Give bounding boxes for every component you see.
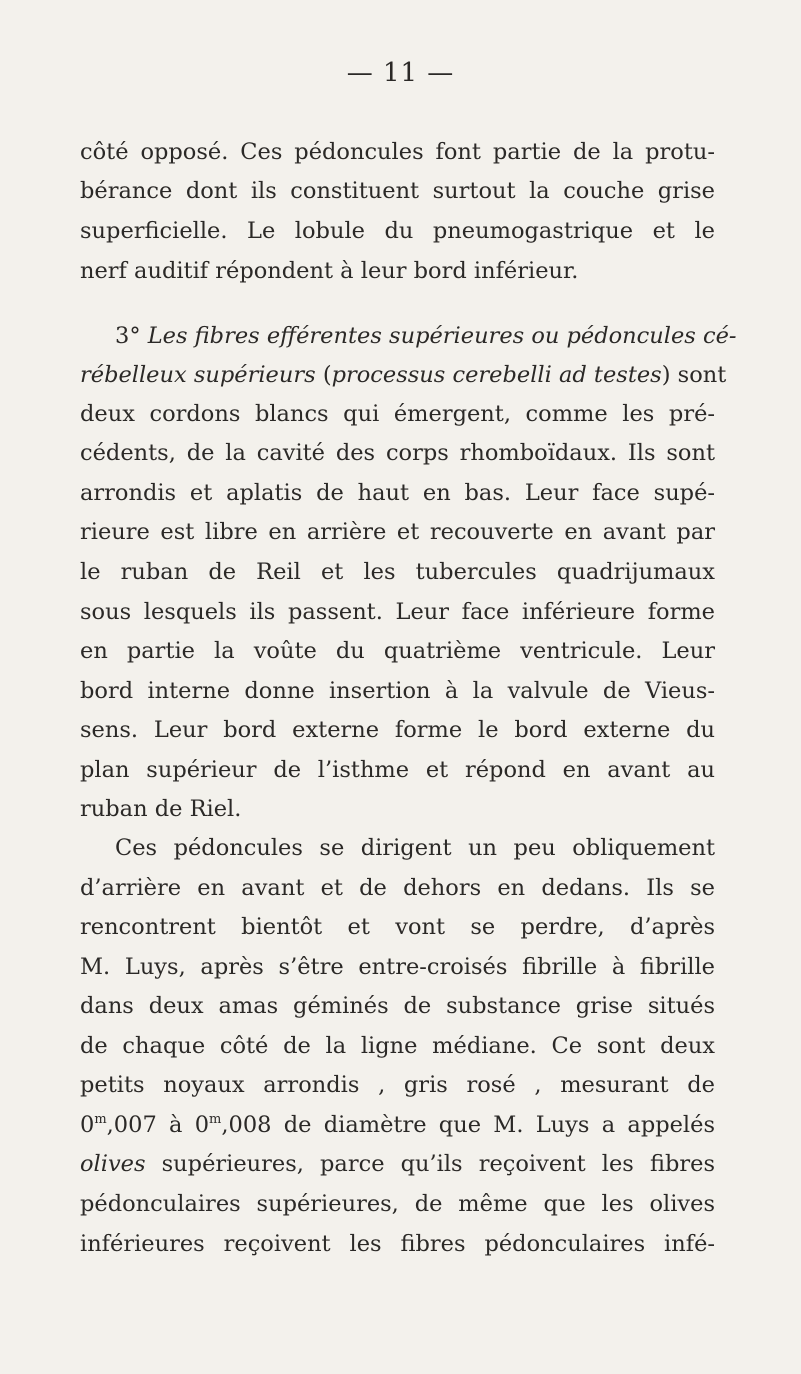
text-run: ,007 à 0 [106, 1112, 210, 1138]
text-line: cédents, de la cavité des corps rhomboïdaux. Ils sont [80, 440, 715, 466]
text-line [80, 1148, 715, 1180]
text-line: deux cordons blancs qui émergent, comme les pré- [80, 401, 715, 427]
text-line: bord interne donne insertion à la valvule de Vieus- [80, 678, 715, 704]
page-number: — 11 — [346, 58, 455, 88]
text-line: sous lesquels ils passent. Leur face inférieure forme [80, 599, 715, 625]
italic-run: rébelleux supérieurs [80, 362, 323, 388]
text-line: plan supérieur de l’isthme et répond en avant au [80, 757, 715, 783]
text-line: inférieures reçoivent les fibres pédonculaires infé- [80, 1231, 715, 1257]
text-run: ,008 de diamètre que M. Luys a appelés [221, 1112, 715, 1138]
text-run: 0 [80, 1112, 95, 1138]
text-line: M. Luys, après s’être entre-croisés fibrille à fibrille [80, 954, 715, 980]
text-line: pédonculaires supérieures, de même que les olives [80, 1191, 715, 1217]
text-line: Ces pédoncules se dirigent un peu obliquement [115, 835, 715, 861]
text-run: 3° [115, 323, 148, 349]
italic-run: olives [80, 1151, 146, 1177]
text-run: ) sont [661, 362, 727, 388]
text-line [80, 1109, 715, 1141]
text-line: d’arrière en avant et de dehors en dedans. Ils se [80, 875, 715, 901]
text-line: en partie la voûte du quatrième ventricule. Leur [80, 638, 715, 664]
text-line: nerf auditif répondent à leur bord inférieur. [80, 258, 579, 284]
text-run: supérieures, parce qu’ils reçoivent les fibres [145, 1151, 715, 1177]
superscript-run: m [94, 1112, 107, 1127]
text-line [80, 359, 727, 391]
text-line: le ruban de Reil et les tubercules quadrijumaux [80, 559, 715, 585]
italic-run: processus cerebelli ad testes [331, 362, 662, 388]
text-line: rieure est libre en arrière et recouverte en avant par [80, 519, 715, 545]
text-line: bérance dont ils constituent surtout la couche grise [80, 178, 715, 204]
text-line: sens. Leur bord externe forme le bord externe du [80, 717, 715, 743]
text-line: de chaque côté de la ligne médiane. Ce sont deux [80, 1033, 715, 1059]
text-line: ruban de Riel. [80, 796, 242, 822]
superscript-run: m [209, 1112, 222, 1127]
text-line [115, 320, 737, 352]
text-line: arrondis et aplatis de haut en bas. Leur face supé- [80, 480, 715, 506]
italic-run: Les fibres efférentes supérieures ou pédoncules cé- [147, 323, 737, 349]
text-line: dans deux amas géminés de substance grise situés [80, 993, 715, 1019]
text-run: ( [322, 362, 332, 388]
text-line: superficielle. Le lobule du pneumogastrique et le [80, 218, 715, 244]
text-line: petits noyaux arrondis , gris rosé , mesurant de [80, 1072, 715, 1098]
text-line: rencontrent bientôt et vont se perdre, d’après [80, 914, 715, 940]
text-line: côté opposé. Ces pédoncules font partie de la protu- [80, 139, 715, 165]
